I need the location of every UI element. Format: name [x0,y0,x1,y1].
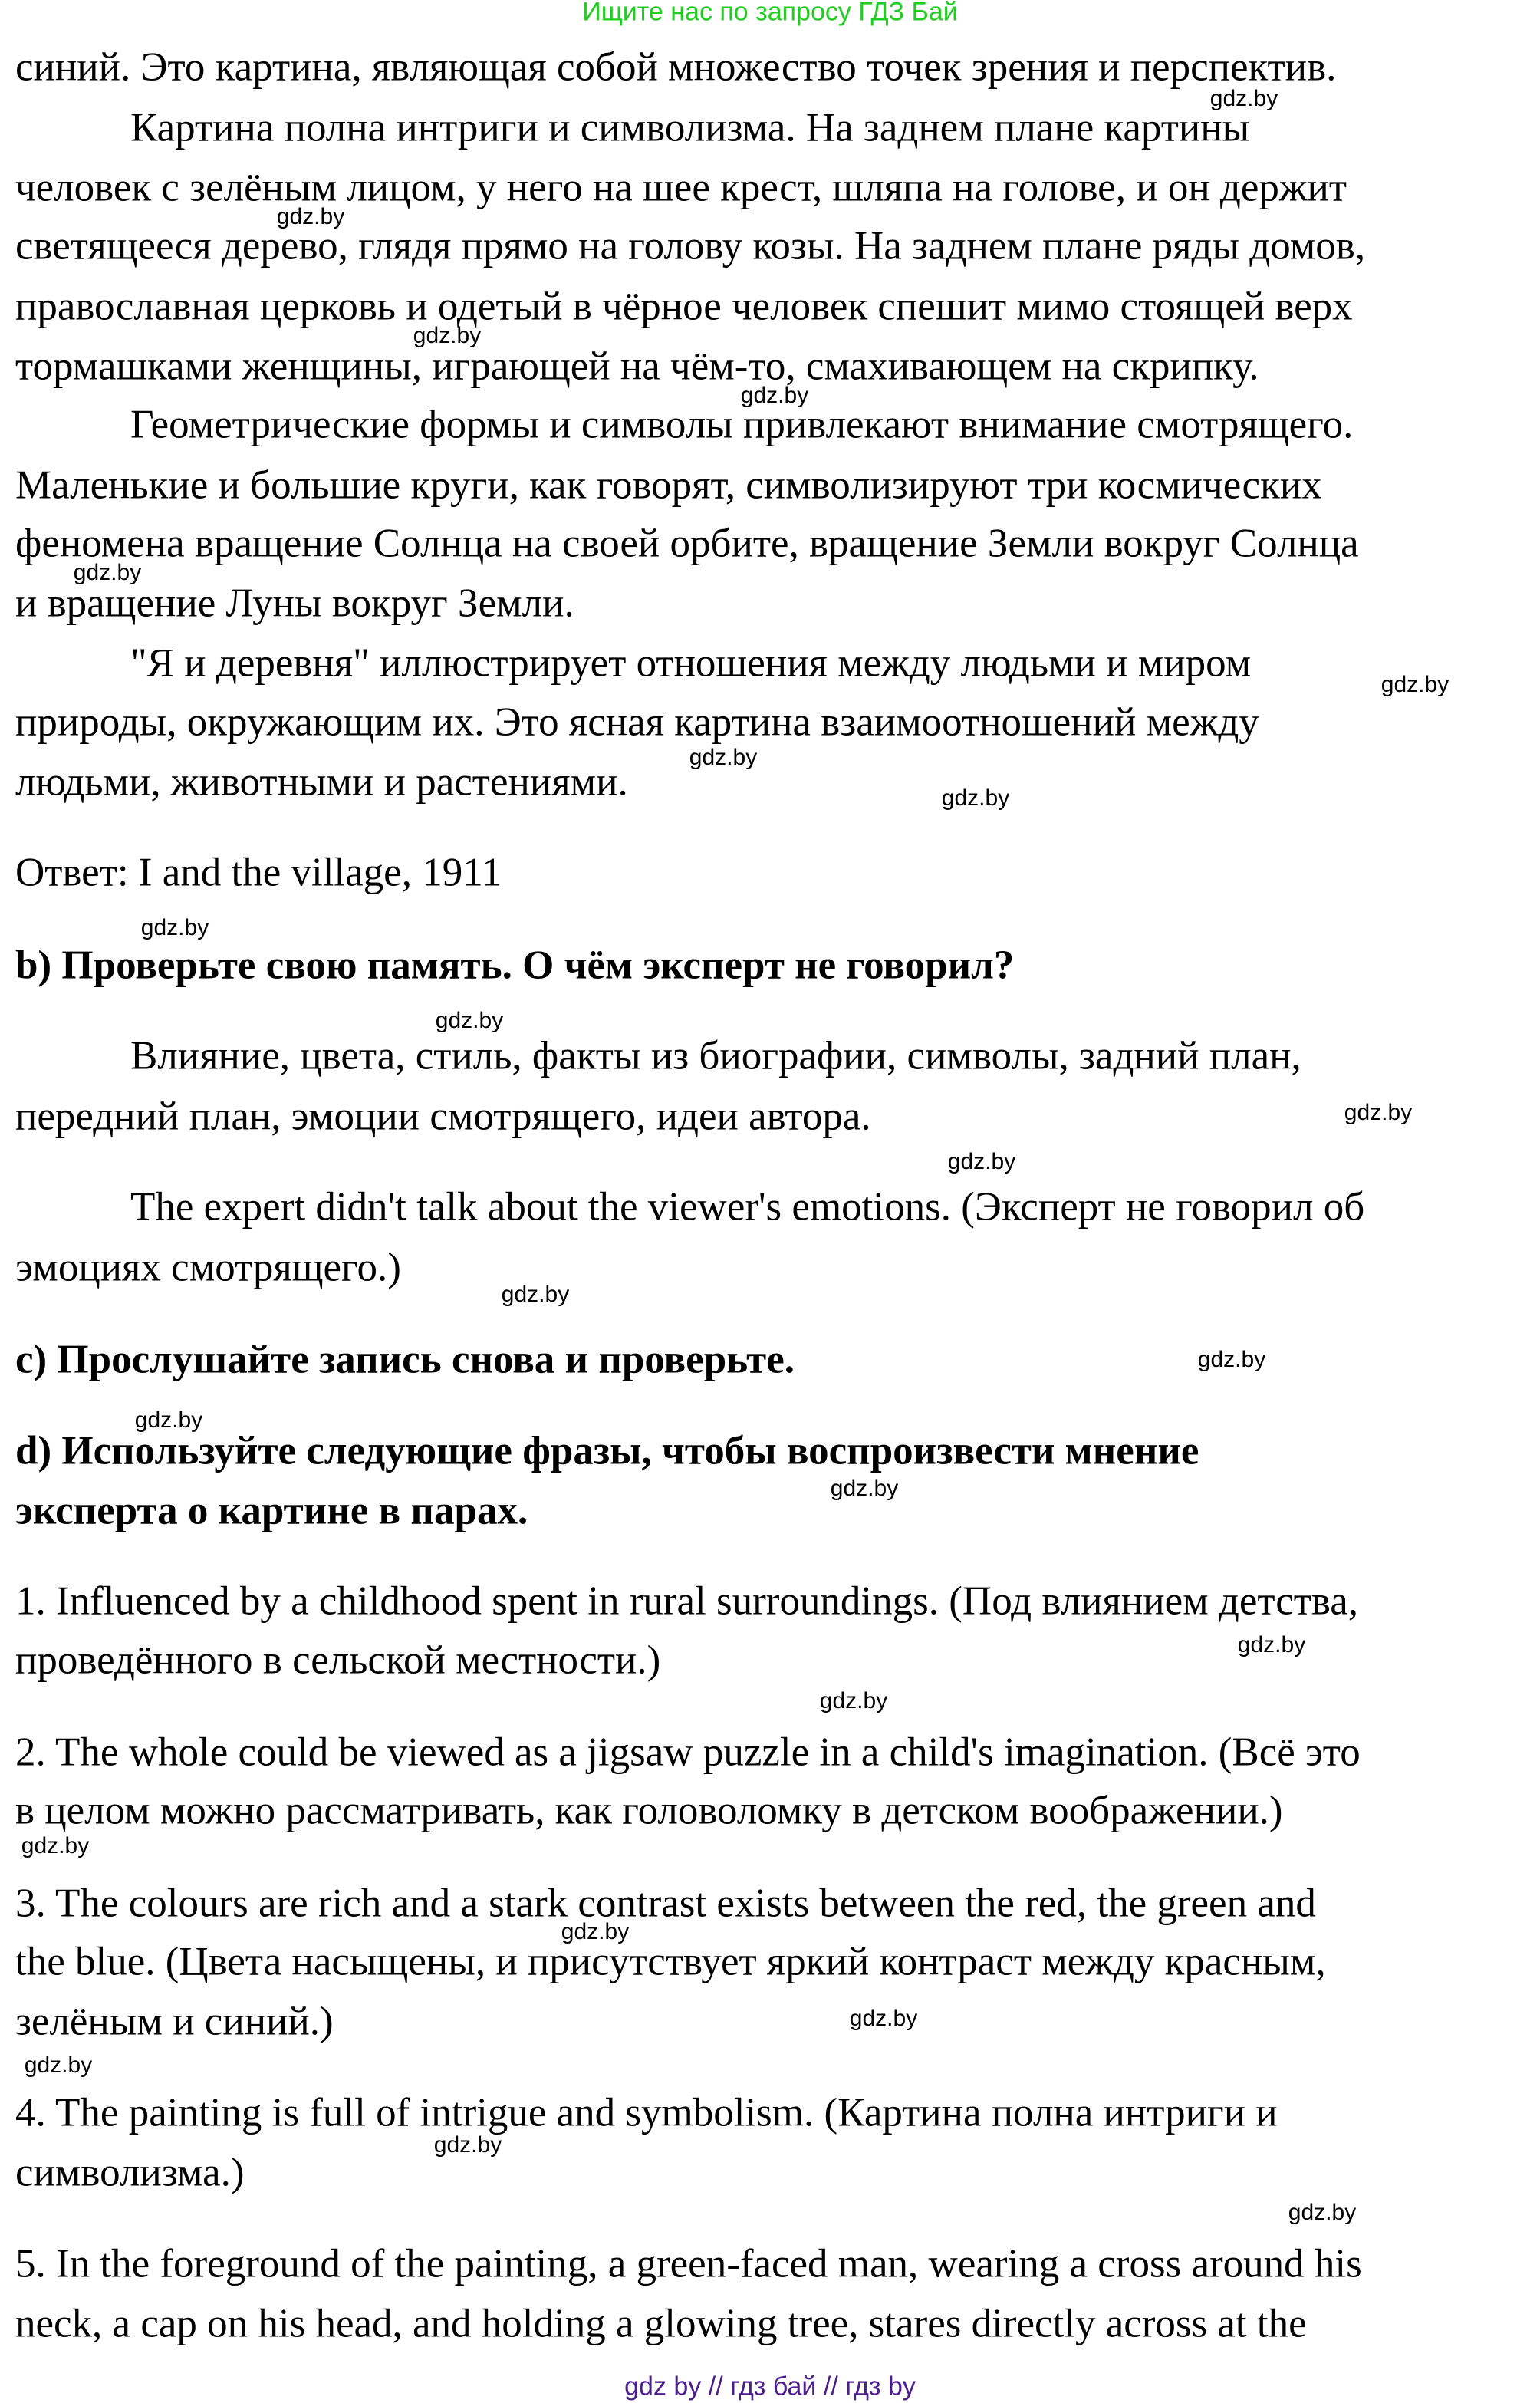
watermark: gdz.by [276,204,345,229]
list-item: проведённого в сельской местности.) [15,1638,661,1683]
watermark: gdz.by [830,1476,899,1501]
section-d-heading: эксперта о картине в парах. [15,1488,528,1533]
watermark: gdz.by [73,560,142,585]
watermark: gdz.by [413,323,482,348]
watermark: gdz.by [501,1282,570,1307]
watermark: gdz.by [1344,1100,1413,1125]
text-line: Маленькие и большие круги, как говорят, символизируют три космических [15,462,1322,508]
answer-line: Ответ: I and the village, 1911 [15,850,502,895]
list-item: the blue. (Цвета насыщены, и присутствует яркий контраст между красным, [15,1939,1326,1984]
watermark: gdz.by [1288,2200,1357,2225]
list-item: 5. In the foreground of the painting, a green-faced man, wearing a cross around his [15,2241,1362,2286]
list-item: в целом можно рассматривать, как головоломку в детском воображении.) [15,1788,1283,1833]
watermark: gdz.by [689,745,758,770]
watermark: gdz.by [21,1833,90,1858]
text-line: "Я и деревня" иллюстрирует отношения между людьми и миром [130,640,1252,686]
watermark: gdz.by [134,1407,203,1433]
watermark: gdz.by [1197,1347,1266,1372]
watermark: gdz.by [1237,1632,1306,1657]
text-line: передний план, эмоции смотрящего, идеи автора. [15,1094,871,1139]
text-line: The expert didn't talk about the viewer's emotions. (Эксперт не говорил об [130,1184,1365,1229]
list-item: 3. The colours are rich and a stark contrast exists between the red, the green and [15,1881,1316,1926]
watermark: gdz.by [24,2052,93,2078]
section-c-heading: c) Прослушайте запись снова и проверьте. [15,1337,795,1382]
text-line: Влияние, цвета, стиль, факты из биографии, символы, задний план, [130,1033,1301,1078]
text-line: феномена вращение Солнца на своей орбите, вращение Земли вокруг Солнца [15,521,1359,566]
watermark: gdz.by [140,915,209,940]
list-item: зелёным и синий.) [15,1999,334,2044]
watermark: gdz.by [1209,86,1278,111]
text-line: людьми, животными и растениями. [15,759,628,805]
text-line: природы, окружающим их. Это ясная картина взаимоотношений между [15,700,1259,745]
text-line: и вращение Луны вокруг Земли. [15,581,574,626]
watermark: gdz.by [819,1688,888,1713]
list-item: 1. Influenced by a childhood spent in rural surroundings. (Под влиянием детства, [15,1578,1359,1624]
list-item: neck, a cap on his head, and holding a glowing tree, stares directly across at the [15,2301,1307,2346]
text-line: эмоциях смотрящего.) [15,1245,401,1290]
watermark: gdz.by [1380,672,1450,697]
text-line: православная церковь и одетый в чёрное человек спешит мимо стоящей верх [15,284,1353,329]
section-d-heading: d) Используйте следующие фразы, чтобы воспроизвести мнение [15,1428,1199,1473]
text-line: человек с зелёным лицом, у него на шее крест, шляпа на голове, и он держит [15,165,1348,210]
list-item: 4. The painting is full of intrigue and symbolism. (Картина полна интриги и [15,2090,1278,2135]
text-line: светящееся дерево, глядя прямо на голову козы. На заднем плане ряды домов, [15,223,1366,268]
watermark: gdz.by [941,785,1010,811]
text-line: Геометрические формы и символы привлекают внимание смотрящего. [130,402,1354,447]
watermark: gdz.by [561,1919,630,1944]
watermark: gdz.by [435,1008,504,1033]
watermark: gdz.by [433,2132,502,2158]
watermark: gdz.by [849,2006,918,2031]
text-line: Картина полна интриги и символизма. На заднем плане картины [130,105,1250,150]
footer-banner: gdz by // гдз бай // гдз by [624,2372,916,2401]
text-line: тормашками женщины, играющей на чём-то, смахивающем на скрипку. [15,344,1259,389]
text-line: синий. Это картина, являющая собой множество точек зрения и перспектив. [15,44,1337,90]
list-item: символизма.) [15,2150,245,2195]
section-b-heading: b) Проверьте свою память. О чём эксперт не говорил? [15,943,1015,988]
list-item: 2. The whole could be viewed as a jigsaw puzzle in a child's imagination. (Всё это [15,1730,1361,1775]
watermark: gdz.by [740,383,809,408]
watermark: gdz.by [947,1149,1016,1174]
header-banner: Ищите нас по запросу ГДЗ Бай [582,0,958,27]
